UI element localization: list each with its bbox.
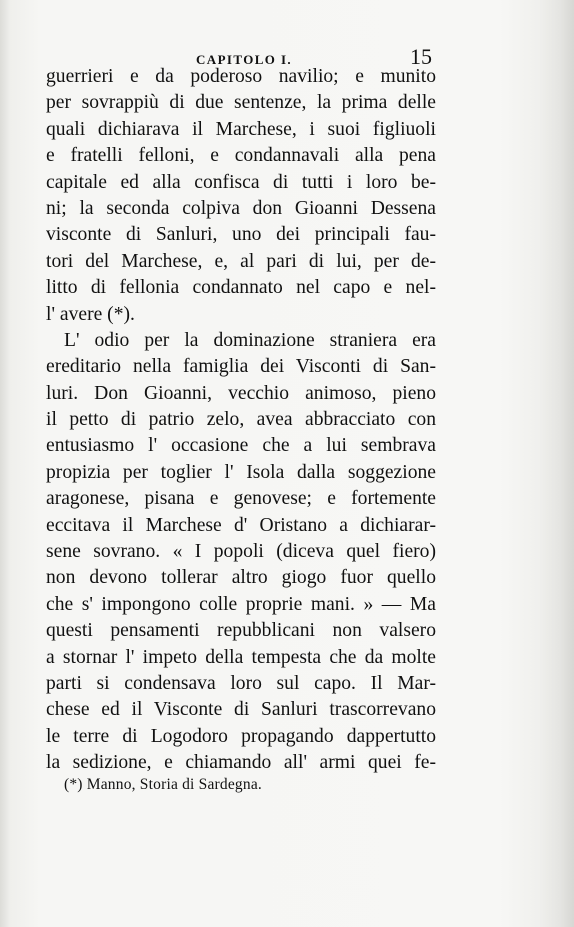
text-line: la sedizione, e chiamando all' armi quei fe- (46, 752, 436, 774)
running-head: CAPITOLO I. (196, 52, 293, 67)
page-number: 15 (410, 44, 432, 69)
text-line: l' avere (*). (46, 303, 135, 325)
text-line: sene sovrano. « I popoli (diceva quel fiero) (46, 541, 436, 563)
text-line: ereditario nella famiglia dei Visconti di San- (46, 356, 436, 378)
text-line: non devono tollerar altro giogo fuor quello (46, 567, 436, 589)
body-text (46, 64, 436, 777)
text-line: chese ed il Visconte di Sanluri trascorrevano (46, 699, 436, 721)
text-line: entusiasmo l' occasione che a lui sembrava (46, 435, 436, 457)
text-line: propizia per toglier l' Isola dalla soggezione (46, 461, 436, 483)
text-line: ni; la seconda colpiva don Gioanni Dessena (46, 197, 436, 219)
text-line: visconte di Sanluri, uno dei principali fau- (46, 224, 436, 246)
text-line: eccitava il Marchese d' Oristano a dichiarar- (46, 514, 436, 536)
text-line: capitale ed alla confisca di tutti i loro be- (46, 171, 436, 193)
text-line: per sovrappiù di due sentenze, la prima delle (46, 92, 436, 114)
text-line: litto di fellonia condannato nel capo e nel- (46, 277, 436, 299)
footnote: (*) Manno, Storia di Sardegna. (64, 776, 262, 793)
text-line: quali dichiarava il Marchese, i suoi figliuoli (46, 118, 436, 140)
text-line: guerrieri e da poderoso navilio; e munito (46, 66, 436, 87)
text-line: che s' impongono colle proprie mani. » — Ma (46, 593, 436, 615)
text-line: le terre di Logodoro propagando dappertutto (46, 725, 436, 747)
text-line: L' odio per la dominazione straniera era (64, 329, 436, 351)
text-line: e fratelli felloni, e condannavali alla pena (46, 145, 436, 167)
text-line: tori del Marchese, e, al pari di lui, per de- (46, 250, 436, 272)
text-line: aragonese, pisana e genovese; e fortemente (46, 488, 436, 510)
text-line: il petto di patrio zelo, avea abbracciato con (46, 409, 436, 431)
text-line: a stornar l' impeto della tempesta che da molte (46, 646, 436, 668)
page-edge-shadow (538, 0, 574, 927)
text-line: luri. Don Gioanni, vecchio animoso, pieno (46, 382, 436, 404)
text-line: parti si condensava loro sul capo. Il Mar- (46, 672, 436, 694)
text-line: questi pensamenti repubblicani non valsero (46, 620, 436, 642)
